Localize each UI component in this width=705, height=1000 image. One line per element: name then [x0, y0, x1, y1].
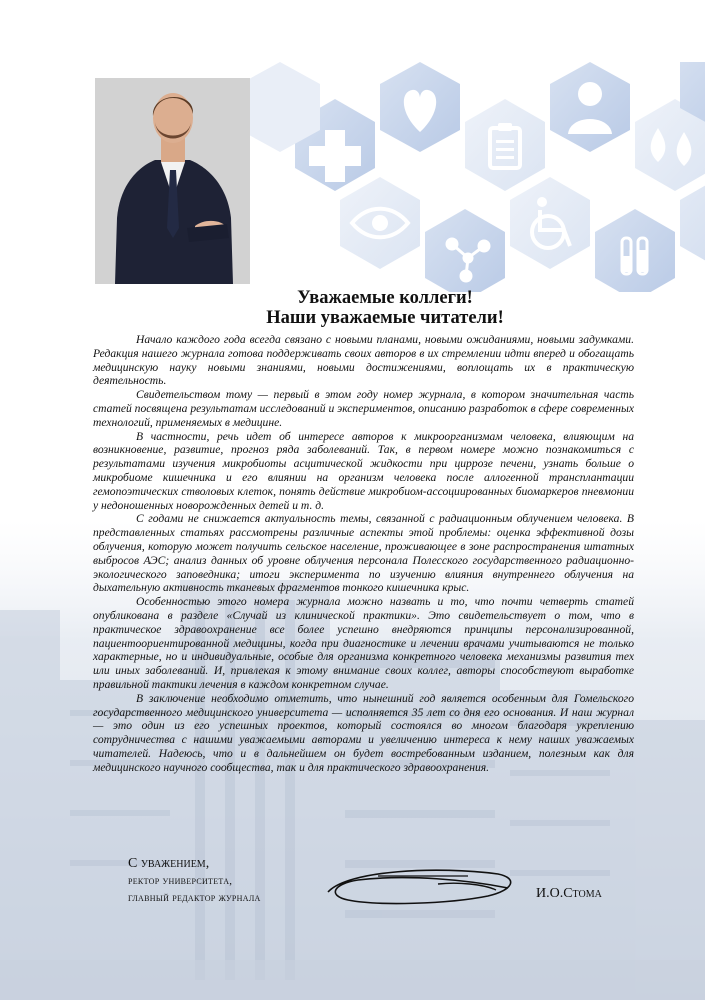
hex-clipboard-icon — [465, 99, 545, 191]
medical-hexagon-graphic — [240, 62, 705, 292]
hex-test-tubes-icon — [595, 209, 675, 292]
paragraph-5: Особенностью этого номера журнала можно назвать и то, что почти четверть статей опубликована в разделе «Случай из клинической практики». Это свидетельствует о том, что в практическое здравоохранение все более успешно внедряются принципы персонализированной, пациентоориентированной медицины, когда при диагностике и лечении врачами учитываются не только характерные, но и индивидуальные, особые для организма конкретного человека механизмы развития тех или иных заболеваний. И, привлекая к этому внимание своих коллег, авторы способствуют выработке правильной тактики лечения в каждом конкретном случае. — [93, 595, 634, 691]
handwritten-signature — [318, 862, 524, 910]
editor-portrait-photo — [95, 78, 250, 284]
paragraph-2: Свидетельством тому — первый в этом году номер журнала, в котором значительная часть статей посвящена результатам исследований и экспериментов, описанию разработок в сфере современных технологий, применяемых в медицине. — [93, 388, 634, 429]
paragraph-3: В частности, речь идет об интересе авторов к микроорганизмам человека, влияющим на возникновение, развитие, прогноз ряда заболеваний. Так, в первом номере можно познакомиться с результатами изучения микробиоты асцитической жидкости при циррозе печени, узнать больше о микробиоме кишечника и его влиянии на организм человека после аллогенной трансплантации гемопоэтических стволовых клеток, понять действие микробиом-ассоциированных биомаркеров пневмонии у недоношенных новорожденных детей и т. д. — [93, 429, 634, 512]
greeting-title-line1: Уважаемые коллеги! — [297, 288, 473, 308]
editor-name: И.О.Стома — [536, 886, 602, 901]
paragraph-6: В заключение необходимо отметить, что нынешний год является особенным для Гомельского государственного медицинского университета — исполняется 35 лет со дня его основания. И наш журнал — это один из его успешных проектов, который состоялся во многом благодаря укреплению сотрудничества с нашими уважаемыми авторами и увеличению интереса к нему наших уважаемых читателей. Надеюсь, что и в дальнейшем он будет востребованным изданием, полезным как для медицинского научного сообщества, так и для практического здравоохранения. — [93, 691, 634, 774]
portrait-figure — [95, 78, 250, 284]
paragraph-4: С годами не снижается актуальность темы, связанной с радиационным облучением человека. В представленных статьях рассмотрены различные аспекты этой проблемы: оценка эффективной дозы облучения, которую может получить сельское население, проживающее в зоне распространения штатных выбросов АЭС; анализ данных об уровне облучения персонала Полесского государственного радиационно-экологического заповедника; итоги эксперимента по изучению влияния внутреннего облучения на дыхательную активность тканевых фрагментов тонкого кишечника крыс. — [93, 512, 634, 595]
letter-body — [93, 333, 634, 775]
signature-greeting: С уважением, — [128, 856, 210, 871]
greeting-title-line2: Наши уважаемые читатели! — [266, 308, 504, 328]
hex-wheelchair-icon — [510, 177, 590, 269]
signature-position: ректор университета, — [128, 875, 233, 887]
hex-doctor-icon — [550, 62, 630, 152]
signature-role: главный редактор журнала — [128, 892, 261, 904]
paragraph-1: Начало каждого года всегда связано с новыми планами, новыми ожиданиями, новыми задумками. Редакция нашего журнала готова поддерживать своих авторов в их стремлении идти вперед и обогащать медицинскую науку новыми знаниями, новыми достижениями, воплощать их в практическую деятельность. — [93, 333, 634, 388]
